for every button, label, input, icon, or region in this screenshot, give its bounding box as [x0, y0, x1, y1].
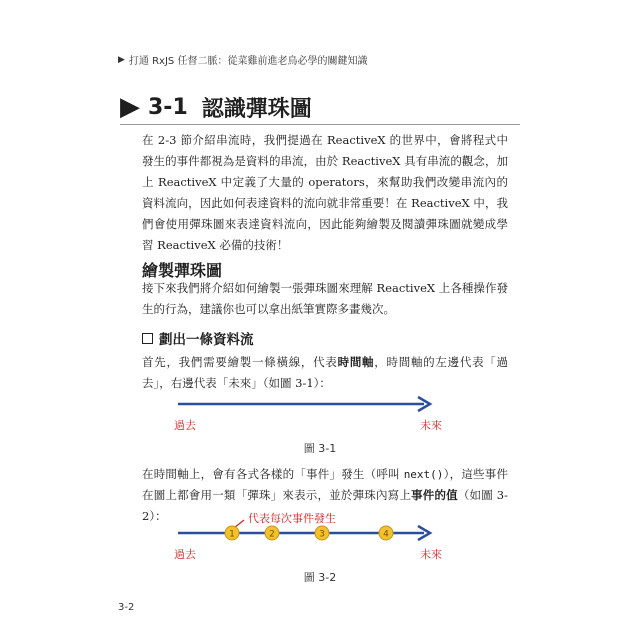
- p1-text-a: 首先，我們需要繪製一條橫線，代表: [142, 355, 338, 369]
- intro-paragraph: 在 2-3 節介紹串流時，我們提過在 ReactiveX 的世界中，會將程式中發生的事件都視為是資料的串流，由於 ReactiveX 具有串流的觀念，加上 ReactiveX 中定義了大量的 operators，來幫助我們改變串流內的資料流向，因此如何表達資料的流向就非常重要！在 ReactiveX 中，我們會使用彈珠圖來表達資料流向，因此能夠繪製及閱讀彈珠圖就變成學習 ReactiveX 必備的技術！: [142, 133, 508, 252]
- marble-value: 2: [269, 529, 275, 540]
- figure2-caption: 圖 3-2: [303, 571, 337, 584]
- marble-3: [315, 526, 329, 540]
- marble-value: 4: [383, 529, 389, 540]
- marble-1: [225, 526, 239, 540]
- figure2-timeline: [178, 520, 430, 540]
- book-title: 打通 RxJS 任督二脈：從菜雞前進老鳥必學的關鍵知識: [128, 56, 368, 67]
- section-paragraph: 接下來我們將介紹如何繪製一張彈珠圖來理解 ReactiveX 上各種操作發生的行為，建議你也可以拿出紙筆實際多畫幾次。: [142, 281, 508, 316]
- p2-bold-event-value: 事件的值: [411, 488, 458, 502]
- subsection-title-text: 劃出一條資料流: [159, 332, 254, 348]
- page-number: 3-2: [118, 602, 135, 613]
- figure1-future-label: 未來: [420, 419, 442, 432]
- figure2-past-label: 過去: [174, 548, 196, 561]
- chapter-title: 認識彈珠圖: [201, 96, 312, 122]
- section-title: 繪製彈珠圖: [142, 261, 223, 280]
- marble-2: [265, 526, 279, 540]
- p2-text-b: ），這些事件在圖上都會用一類「彈珠」來表示，並於彈珠內寫上: [142, 467, 508, 502]
- figure1-past-label: 過去: [174, 419, 196, 432]
- p2-text-a: 在時間軸上，會有各式各樣的「事件」發生（呼叫: [142, 467, 404, 481]
- chapter-number: 3-1: [148, 94, 188, 120]
- marble-value: 1: [229, 529, 235, 540]
- marble-value: 3: [319, 529, 325, 540]
- p2-text-c: （如圖 3-2）：: [142, 488, 509, 523]
- play-triangle-icon: ▶: [120, 92, 140, 122]
- figure2-annotation: 代表每次事件發生: [248, 512, 336, 525]
- marble-4: [379, 526, 393, 540]
- figure2-future-label: 未來: [420, 548, 442, 561]
- p1-bold-timeline: 時間軸: [337, 355, 375, 369]
- figure1-timeline: [178, 397, 430, 411]
- figure1-caption: 圖 3-1: [303, 442, 337, 455]
- p1-text-c: ，時間軸的左邊代表「過去」，右邊代表「未來」（如圖 3-1）：: [142, 355, 509, 390]
- p2-code-next: next(): [403, 468, 444, 481]
- triangle-icon: ▶: [118, 54, 125, 65]
